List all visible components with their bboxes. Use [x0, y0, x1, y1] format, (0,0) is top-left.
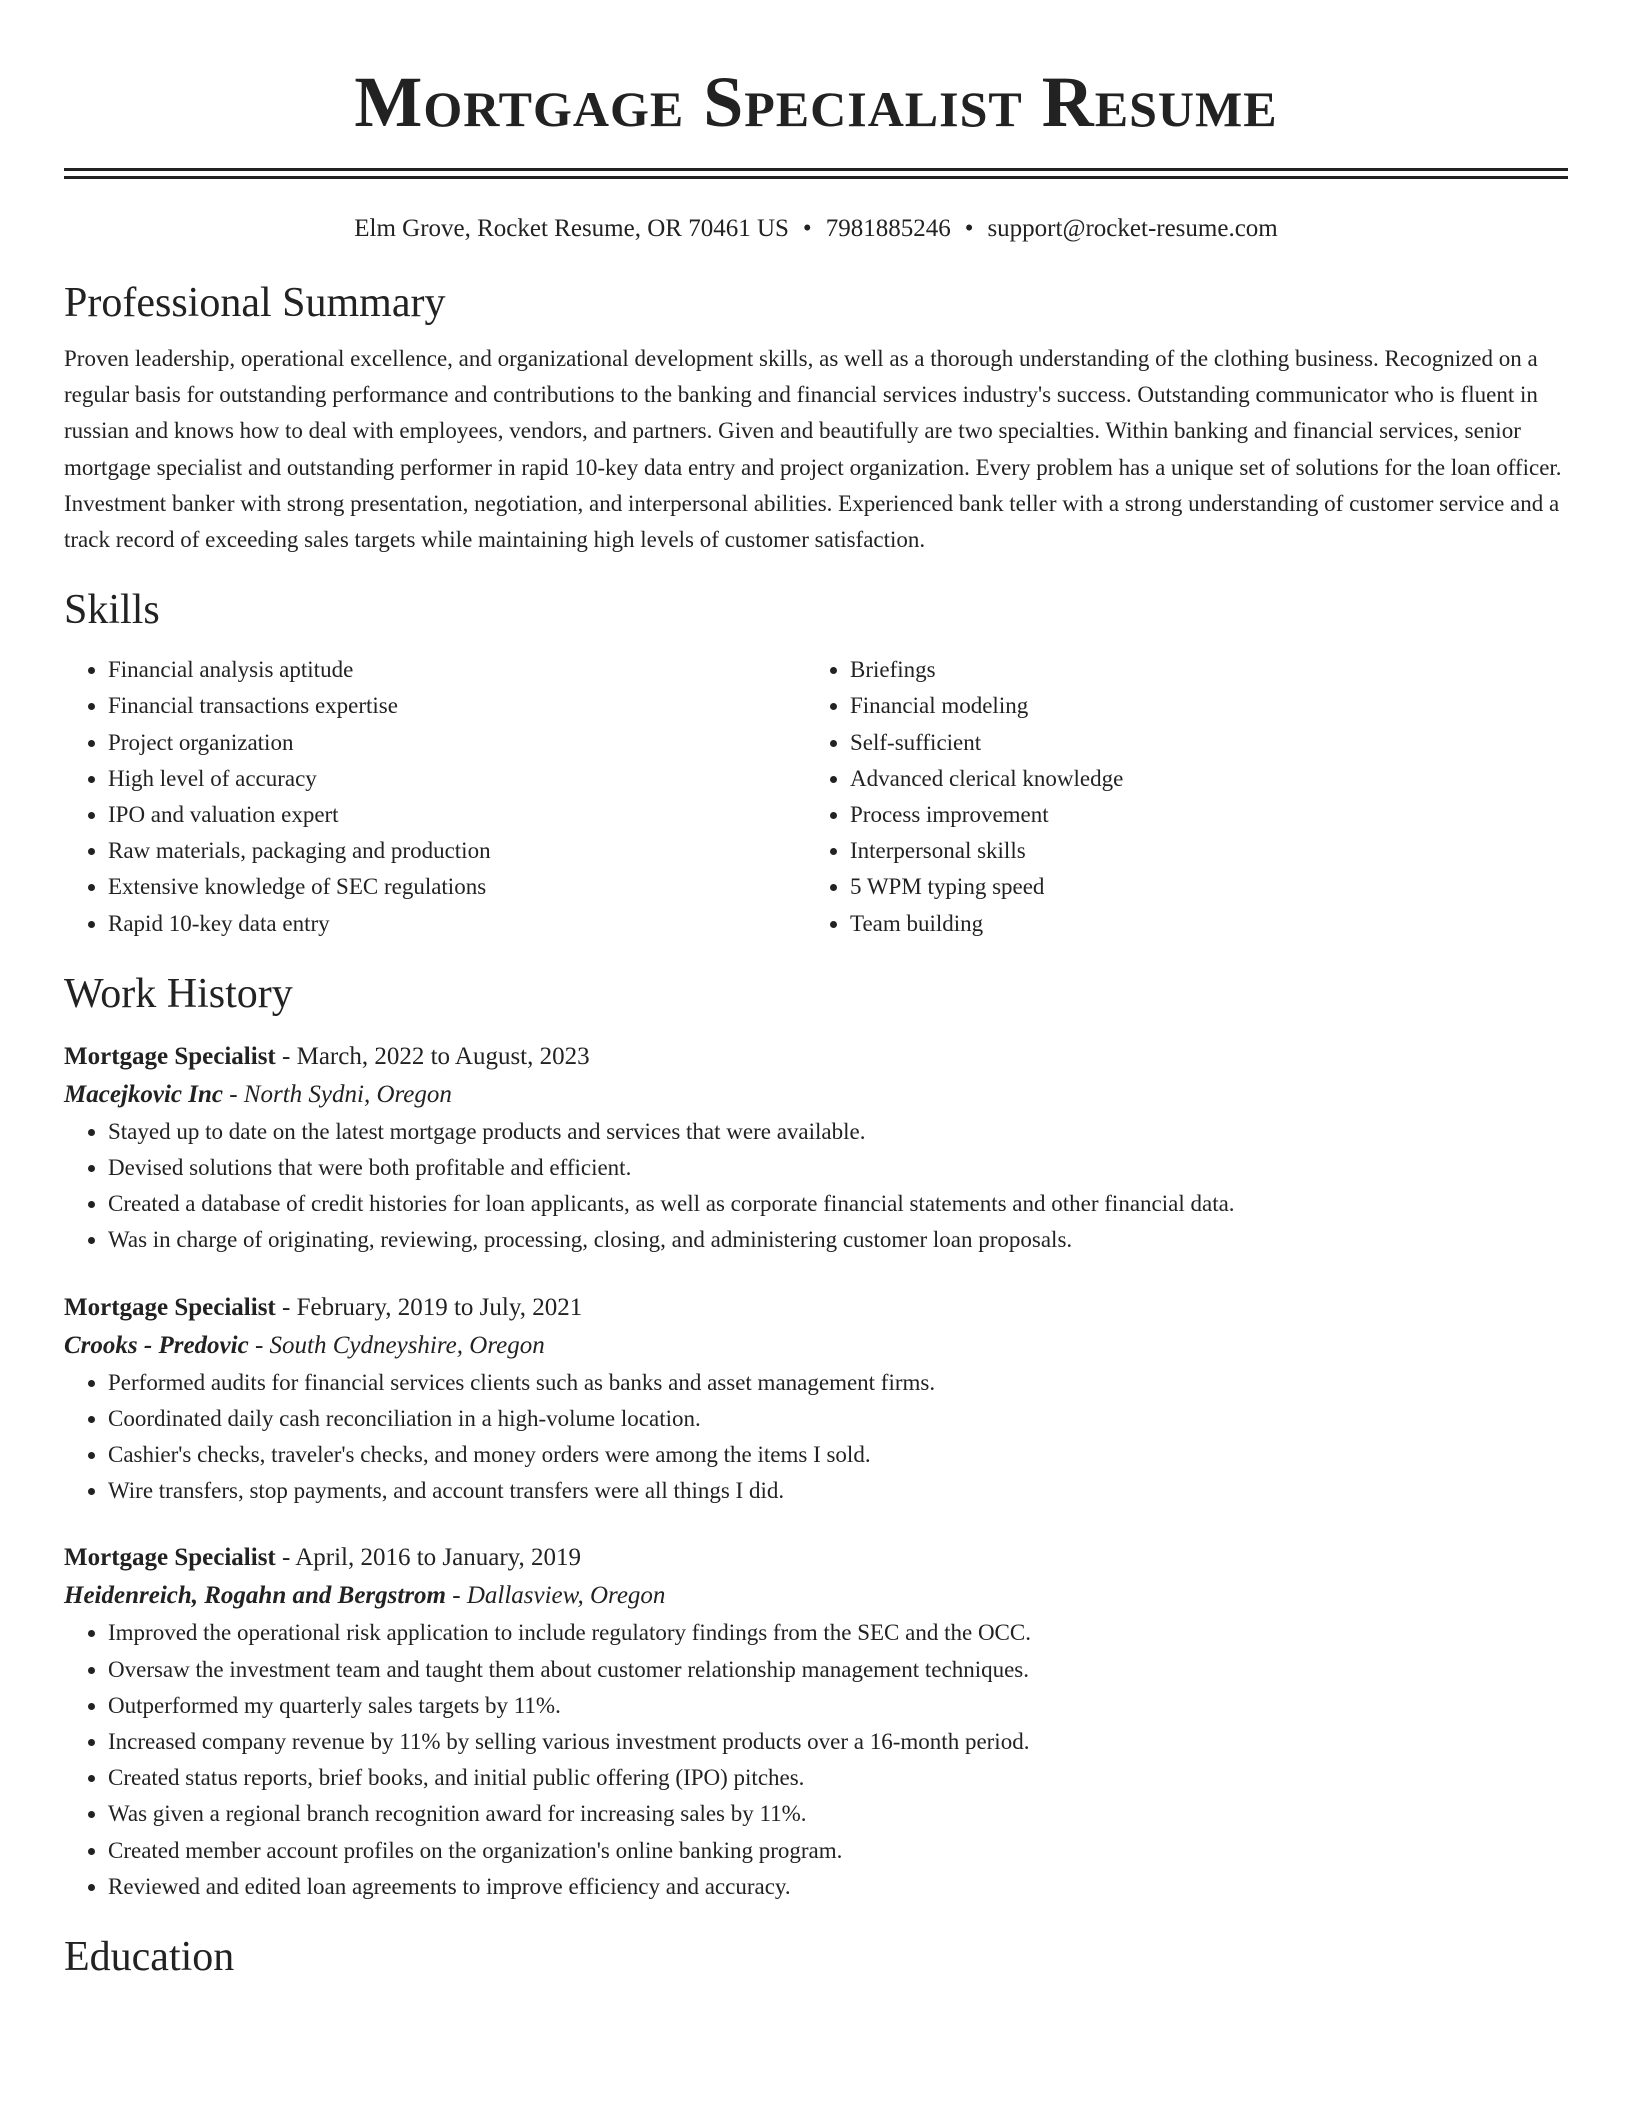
job-company-line — [64, 1577, 1568, 1615]
contact-phone: 7981885246 — [825, 215, 951, 242]
skills-columns — [64, 652, 1568, 942]
summary-section — [64, 277, 1568, 558]
contact-separator: • — [802, 215, 812, 242]
skill-item: • Briefings — [850, 652, 1548, 688]
job-company: Crooks - Predovic — [64, 1331, 249, 1359]
job-title: Mortgage Specialist — [64, 1293, 276, 1321]
skill-item: • Project organization — [108, 725, 806, 761]
job-company-line — [64, 1327, 1568, 1365]
education-heading: Education — [64, 1934, 235, 1981]
skill-item: • Team building — [850, 906, 1548, 942]
job-bullet-item: • Created a database of credit histories for loan applicants, as well as corporate financial statements and other financial data. — [108, 1186, 1568, 1222]
skill-item: • Financial analysis aptitude — [108, 652, 806, 688]
job-bullet-item: • Devised solutions that were both profitable and efficient. — [108, 1150, 1568, 1186]
job-bullet-item: • Stayed up to date on the latest mortgage products and services that were available. — [108, 1114, 1568, 1150]
job-location: - South Cydneyshire, Oregon — [248, 1331, 545, 1359]
job-dates: - February, 2019 to July, 2021 — [275, 1293, 583, 1321]
skill-item: • Raw materials, packaging and production — [108, 833, 806, 869]
job-title-line — [64, 1539, 1568, 1577]
skill-item: • Extensive knowledge of SEC regulations — [108, 869, 806, 905]
job-bullet-item: • Coordinated daily cash reconciliation in a high-volume location. — [108, 1401, 1568, 1437]
skill-item: • Self-sufficient — [850, 725, 1548, 761]
job-bullet-item: • Reviewed and edited loan agreements to improve efficiency and accuracy. — [108, 1869, 1568, 1905]
job-bullet-item: • Oversaw the investment team and taught them about customer relationship management techniques. — [108, 1652, 1568, 1688]
work-heading: Work History — [64, 970, 293, 1017]
contact-line — [64, 213, 1568, 245]
resume-title: Mortgage Specialist Resume — [354, 62, 1278, 142]
job-dates: - March, 2022 to August, 2023 — [275, 1042, 590, 1070]
skill-item: • 5 WPM typing speed — [850, 869, 1548, 905]
job-bullet-item: • Was given a regional branch recognition award for increasing sales by 11%. — [108, 1796, 1568, 1832]
skill-item: • High level of accuracy — [108, 761, 806, 797]
skill-item: • Advanced clerical knowledge — [850, 761, 1548, 797]
skill-item: • IPO and valuation expert — [108, 797, 806, 833]
job-title: Mortgage Specialist — [64, 1544, 276, 1572]
job-bullets — [64, 1365, 1568, 1510]
title-divider — [64, 168, 1568, 179]
job-dates: - April, 2016 to January, 2019 — [275, 1544, 582, 1572]
contact-address: Elm Grove, Rocket Resume, OR 70461 US — [354, 215, 789, 242]
skills-section — [64, 584, 1568, 942]
job-bullets — [64, 1615, 1568, 1905]
skills-list-left — [64, 652, 806, 942]
skills-column-right — [806, 652, 1548, 942]
job-company: Macejkovic Inc — [64, 1080, 223, 1108]
job-entry — [64, 1539, 1568, 1905]
job-location: - Dallasview, Oregon — [446, 1582, 666, 1610]
skill-item: • Interpersonal skills — [850, 833, 1548, 869]
job-entry — [64, 1289, 1568, 1510]
job-bullet-item: • Outperformed my quarterly sales targets by 11%. — [108, 1688, 1568, 1724]
job-bullet-item: • Was in charge of originating, reviewing, processing, closing, and administering customer loan proposals. — [108, 1222, 1568, 1258]
job-bullet-item: • Created member account profiles on the organization's online banking program. — [108, 1833, 1568, 1869]
job-bullet-item: • Cashier's checks, traveler's checks, and money orders were among the items I sold. — [108, 1437, 1568, 1473]
skills-heading: Skills — [64, 587, 160, 634]
skill-item: • Process improvement — [850, 797, 1548, 833]
work-section — [64, 968, 1568, 1905]
skills-list-right — [806, 652, 1548, 942]
job-location: - North Sydni, Oregon — [222, 1080, 452, 1108]
skill-item: • Rapid 10-key data entry — [108, 906, 806, 942]
summary-text: Proven leadership, operational excellence, and organizational development skills, as well as a thorough understanding of the clothing business. Recognized on a regular basis for outstanding performance and contributions to the banking and financial services industry's success. Outstanding communicator who is fluent in russian and knows how to deal with employees, vendors, and partners. Given and beautifully are two specialties. Within banking and financial services, senior mortgage specialist and outstanding performer in rapid 10-key data entry and project organization. Every problem has a unique set of solutions for the loan officer. Investment banker with strong presentation, negotiation, and interpersonal abilities. Experienced bank teller with a strong understanding of customer service and a track record of exceeding sales targets while maintaining high levels of customer satisfaction. — [64, 346, 1562, 553]
job-title-line — [64, 1289, 1568, 1327]
summary-heading: Professional Summary — [64, 280, 446, 326]
job-entry — [64, 1038, 1568, 1259]
skills-column-left — [64, 652, 806, 942]
education-section — [64, 1931, 1568, 1983]
job-title: Mortgage Specialist — [64, 1042, 276, 1070]
contact-email[interactable]: support@rocket-resume.com — [987, 215, 1278, 242]
job-bullet-item: • Performed audits for financial services clients such as banks and asset management firms. — [108, 1365, 1568, 1401]
job-title-line — [64, 1038, 1568, 1076]
job-company-line — [64, 1076, 1568, 1114]
contact-separator: • — [964, 215, 974, 242]
job-bullet-item: • Increased company revenue by 11% by selling various investment products over a 16-month period. — [108, 1724, 1568, 1760]
job-bullet-item: • Improved the operational risk application to include regulatory findings from the SEC and the OCC. — [108, 1615, 1568, 1651]
job-bullet-item: • Wire transfers, stop payments, and account transfers were all things I did. — [108, 1473, 1568, 1509]
job-bullet-item: • Created status reports, brief books, and initial public offering (IPO) pitches. — [108, 1760, 1568, 1796]
job-bullets — [64, 1114, 1568, 1259]
skill-item: • Financial modeling — [850, 688, 1548, 724]
skill-item: • Financial transactions expertise — [108, 688, 806, 724]
job-company: Heidenreich, Rogahn and Bergstrom — [64, 1582, 446, 1610]
